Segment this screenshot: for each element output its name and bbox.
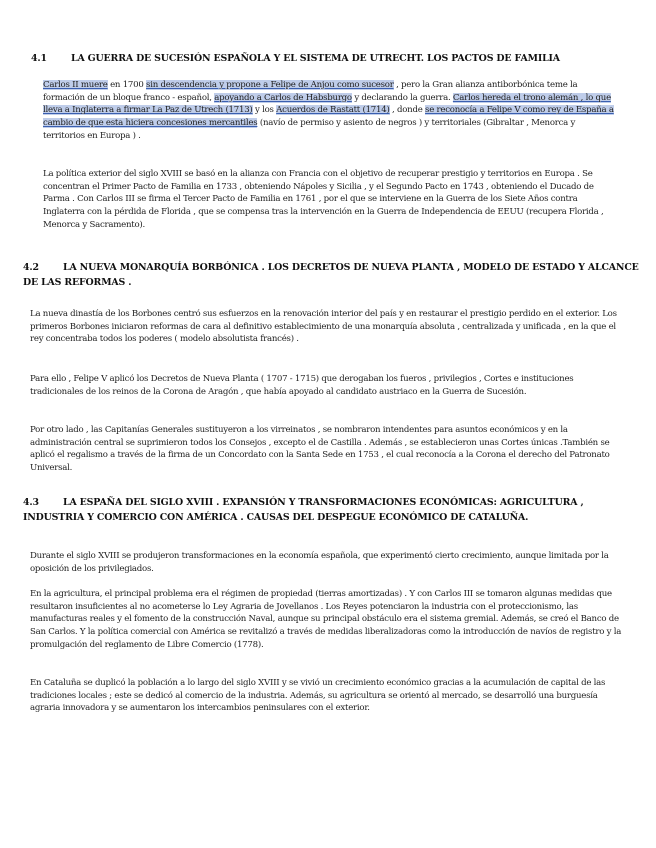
text-run: en 1700 [107,80,147,90]
highlighted-text: sin descendencia y propone a Felipe de Anjou como sucesor [146,80,394,90]
highlighted-text: se reconocía a Felipe V como rey de España a cambio de que esta hiciera concesiones mercantiles [43,105,614,129]
highlighted-text: Carlos hereda el trono alemán , lo que lleva a Inglaterra a firmar La Paz de Utrech (1713) [43,92,611,116]
text-run: y los [252,105,277,116]
section-number: 4.2 [23,262,39,273]
section-title: LA ESPAÑA DEL SIGLO XVIII . EXPANSIÓN Y TRANSFORMACIONES ECONÓMICAS: AGRICULTURA , INDUSTRIA Y COMERCIO CON AMÉRICA . CAUSAS DEL DESPEGUE ECONÓMICO DE CATALUÑA. [23,497,584,523]
text-run: y declarando la guerra. [351,92,453,103]
section-number: 4.1 [31,53,47,64]
paragraph-bourbon-dynasty: La nueva dinastía de los Borbones centró sus esfuerzos en la renovación interior del país y en restaurar el prestigio perdido en el exterior. Los primeros Borbones iniciaron reformas de cara al definitivo establecimiento de una monarquía absoluta , centralizada y unificada , en la que el rey concentraba todos los poderes ( modelo absolutista francés) . [30,309,617,345]
highlighted-text: Acuerdos de Rastatt (1714) [276,105,390,116]
section-title: LA GUERRA DE SUCESIÓN ESPAÑOLA Y EL SISTEMA DE UTRECHT. LOS PACTOS DE FAMILIA [71,53,560,64]
highlighted-text: apoyando a Carlos de Habsburgo [214,92,352,103]
text-run: (navío de permiso y asiento de negros ) y territoriales (Gibraltar , Menorca y territorios en Europa ) . [43,118,576,141]
paragraph-administration: Por otro lado , las Capitanías Generales sustituyeron a los virreinatos , se nombraron intendentes para asuntos económicos y en la administración central se suprimieron todos los Consejos , excepto el de Castilla . Además , se establecieron unas Cortes únicas .También se aplicó el regalismo a través de la firma de un Concordato con la Santa Sede en 1753 , el cual reconocía a la Corona el derecho del Patronato Universal. [30,425,610,474]
paragraph-agriculture-industry: En la agricultura, el principal problema era el régimen de propiedad (tierras amortizadas) . Y con Carlos III se tomaron algunas medidas que resultaron insuficientes al no acometerse lo Ley Agraria de Jovellanos . Los Reyes potenciaron la industria con el proteccionismo, las manufacturas reales y el fomento de la construcción Naval, aunque su principal obstáculo era el sistema gremial. Además, se creó el Banco de San Carlos. Y la política comercial con América se revitalizó a través de medidas liberalizadoras como la introducción de navíos de registro y la promulgación del reglamento de Libre Comercio (1778). [30,589,622,650]
paragraph-succession-war [43,79,618,143]
paragraph-economy-intro: Durante el siglo XVIII se produjeron transformaciones en la economía española, que experimentó cierto crecimiento, aunque limitada por la oposición de los privilegiados. [30,551,609,574]
paragraph-nueva-planta: Para ello , Felipe V aplicó los Decretos de Nueva Planta ( 1707 - 1715) que derogaban los fueros , privilegios , Cortes e instituciones tradicionales de los reinos de la Corona de Aragón , que había apoyado al candidato austriaco en la Guerra de Sucesión. [30,374,574,397]
text-run: , donde [389,105,426,116]
section-title: LA NUEVA MONARQUÍA BORBÓNICA . LOS DECRETOS DE NUEVA PLANTA , MODELO DE ESTADO Y ALCANCE DE LAS REFORMAS . [23,262,639,288]
text-run: , pero la Gran alianza antiborbónica teme la formación de un bloque franco - español, [43,80,578,103]
section-heading-4-1 [31,52,631,67]
section-heading-4-3 [23,496,623,525]
paragraph-family-pacts: La política exterior del siglo XVIII se basó en la alianza con Francia con el objetivo de recuperar prestigio y territorios en Europa . Se concentran el Primer Pacto de Familia en 1733 , obteniendo Nápoles y Sicilia , y el Segundo Pacto en 1743 , obteniendo el Ducado de Parma . Con Carlos III se firma el Tercer Pacto de Familia en 1761 , por el que se interviene en la Guerra de los Siete Años contra Inglaterra con la pérdida de Florida , que se compensa tras la intervención en la Guerra de Independencia de EEUU (recupera Florida , Menorca y Sacramento). [43,169,604,230]
highlighted-text: Carlos II muere [43,80,108,90]
section-number: 4.3 [23,497,39,508]
section-heading-4-2 [23,261,641,290]
paragraph-catalonia: En Cataluña se duplicó la población a lo largo del siglo XVIII y se vivió un crecimiento económico gracias a la acumulación de capital de las tradiciones locales ; este se dedicó al comercio de la industria. Además, su agricultura se orientó al mercado, se desarrolló una burguesía agraria innovadora y se aumentaron los intercambios peninsulares con el exterior. [30,678,606,714]
